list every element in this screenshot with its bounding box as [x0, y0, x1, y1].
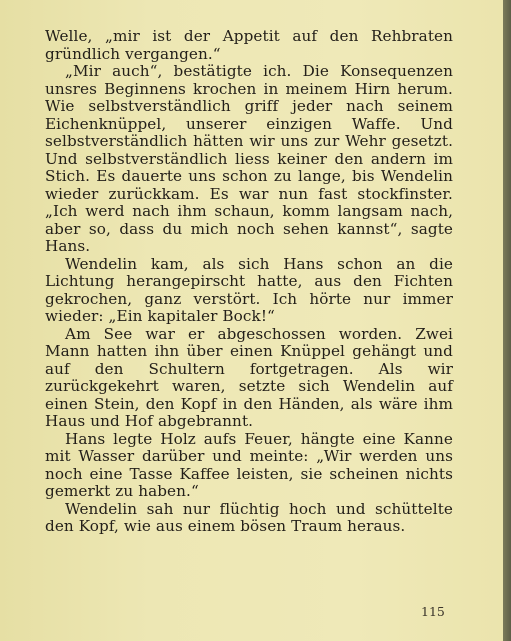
paragraph: Wendelin sah nur flüchtig hoch und schüttelte den Kopf, wie aus einem bösen Traum heraus.	[45, 499, 453, 535]
page-edge-shadow	[503, 0, 511, 641]
paragraph: Hans legte Holz aufs Feuer, hängte eine Kanne mit Wasser darüber und meinte: „Wir werden uns noch eine Tasse Kaffee leisten, sie scheinen nichts gemerkt zu haben.“	[45, 429, 453, 500]
paragraph: „Mir auch“, bestätigte ich. Die Konsequenzen unsres Beginnens krochen in meinem Hirn herum. Wie selbstverständlich griff jeder nach seinem Eichenknüppel, unserer einzigen Waffe. Und selbstverständlich hätten wir uns zur Wehr gesetzt. Und selbstverständlich liess keiner den andern im Stich. Es dauerte uns schon zu lange, bis Wendelin wieder zurückkam. Es war nun fast stockfinster. „Ich werd nach ihm schaun, komm langsam nach, aber so, dass du mich noch sehen kannst“, sagte Hans.	[45, 62, 453, 255]
body-text	[45, 28, 453, 536]
paragraph: Wendelin kam, als sich Hans schon an die Lichtung herangepirscht hatte, aus den Fichten gekrochen, ganz verstört. Ich hörte nur immer wieder: „Ein kapitaler Bock!“	[45, 254, 453, 325]
paragraph: Welle, „mir ist der Appetit auf den Rehbraten gründlich vergangen.“	[45, 27, 453, 63]
paragraph: Am See war er abgeschossen worden. Zwei Mann hatten ihn über einen Knüppel gehängt und auf den Schultern fortgetragen. Als wir zurückgekehrt waren, setzte sich Wendelin auf einen Stein, den Kopf in den Händen, als wäre ihm Haus und Hof abgebrannt.	[45, 324, 453, 430]
page-number: 115	[421, 604, 445, 619]
